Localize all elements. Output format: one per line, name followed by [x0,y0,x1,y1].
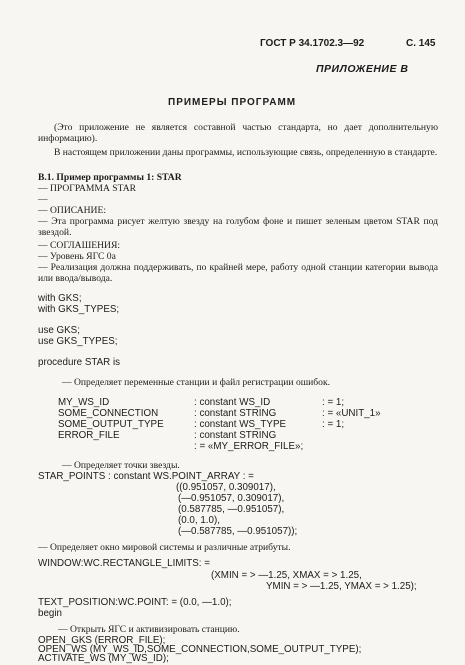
code-line: TEXT_POSITION:WC.POINT: = (0.0, —1.0); [38,597,232,608]
comment-line: — СОГЛАШЕНИЯ: [38,240,121,251]
decl-value: : = 1; [322,419,345,430]
comment-line: — [38,194,48,205]
code-line: WINDOW:WC.RECTANGLE_LIMITS: = [38,558,210,569]
intro-note: (Это приложение не является составной частью стандарта, но дает дополнительную информацию). [38,122,438,145]
decl-name: SOME_CONNECTION [58,408,159,419]
comment-line: — Открыть ЯГС и активизировать станцию. [58,624,240,635]
page-number: С. 145 [406,38,436,49]
decl-name: MY_WS_ID [58,397,110,408]
decl-value: : = «UNIT_1» [322,408,381,419]
code-line: use GKS_TYPES; [38,336,118,347]
example-heading: В.1. Пример программы 1: STAR [38,172,182,183]
code-line: OPEN_GKS (ERROR_FILE); [38,635,166,646]
decl-type: : constant WS_ID [194,397,271,408]
code-line: procedure STAR is [38,357,121,368]
code-line: with GKS; [38,293,82,304]
comment-line: — ПРОГРАММА STAR [38,183,137,194]
window-value: (XMIN = > —1.25, XMAX = > 1.25, [211,570,362,581]
decl-value: : = «MY_ERROR_FILE»; [194,441,304,452]
comment-line: — Уровень ЯГС 0а [38,251,116,262]
comment-line: — Определяет переменные станции и файл регистрации ошибок. [62,377,331,388]
point-value: (—0.587785, —0.951057)); [178,526,298,537]
code-line: begin [38,608,62,619]
standard-number: ГОСТ Р 34.1702.3—92 [260,38,365,49]
window-value: YMIN = > —1.25, YMAX = > 1.25); [266,581,417,592]
appendix-label: ПРИЛОЖЕНИЕ В [316,63,409,75]
decl-name: ERROR_FILE [58,430,120,441]
code-line: OPEN_WS (MY_WS_ID,SOME_CONNECTION,SOME_OUTPUT_TYPE); [38,644,362,655]
decl-value: : = 1; [322,397,345,408]
code-line: use GKS; [38,325,80,336]
point-value: (0.587785, —0.951057), [178,504,285,515]
comment-line: — ОПИСАНИЕ: [38,205,107,216]
point-value: (0.0, 1.0), [178,515,220,526]
code-line: ACTIVATE_WS (MY_WS_ID); [38,653,169,664]
comment-line: — Определяет точки звезды. [62,460,180,471]
point-value: ((0.951057, 0.309017), [176,482,276,493]
section-title: ПРИМЕРЫ ПРОГРАММ [168,97,297,108]
code-line: with GKS_TYPES; [38,304,120,315]
intro-text: В настоящем приложении даны программы, использующие связь, определенную в стандарте. [54,147,438,158]
decl-type: : constant WS_TYPE [194,419,287,430]
decl-type: : constant STRING [194,408,277,419]
decl-name: SOME_OUTPUT_TYPE [58,419,164,430]
comment-line: — Реализация должна поддерживать, по крайней мере, работу одной станции категории вывода или ввода/вывода. [38,262,438,285]
point-value: (—0.951057, 0.309017), [178,493,285,504]
comment-line: — Эта программа рисует желтую звезду на голубом фоне и пишет зеленым цветом STAR под звездой. [38,216,438,239]
code-line: STAR_POINTS : constant WS.POINT_ARRAY : = [38,471,254,482]
comment-line: — Определяет окно мировой системы и различные атрибуты. [38,542,291,553]
decl-type: : constant STRING [194,430,277,441]
